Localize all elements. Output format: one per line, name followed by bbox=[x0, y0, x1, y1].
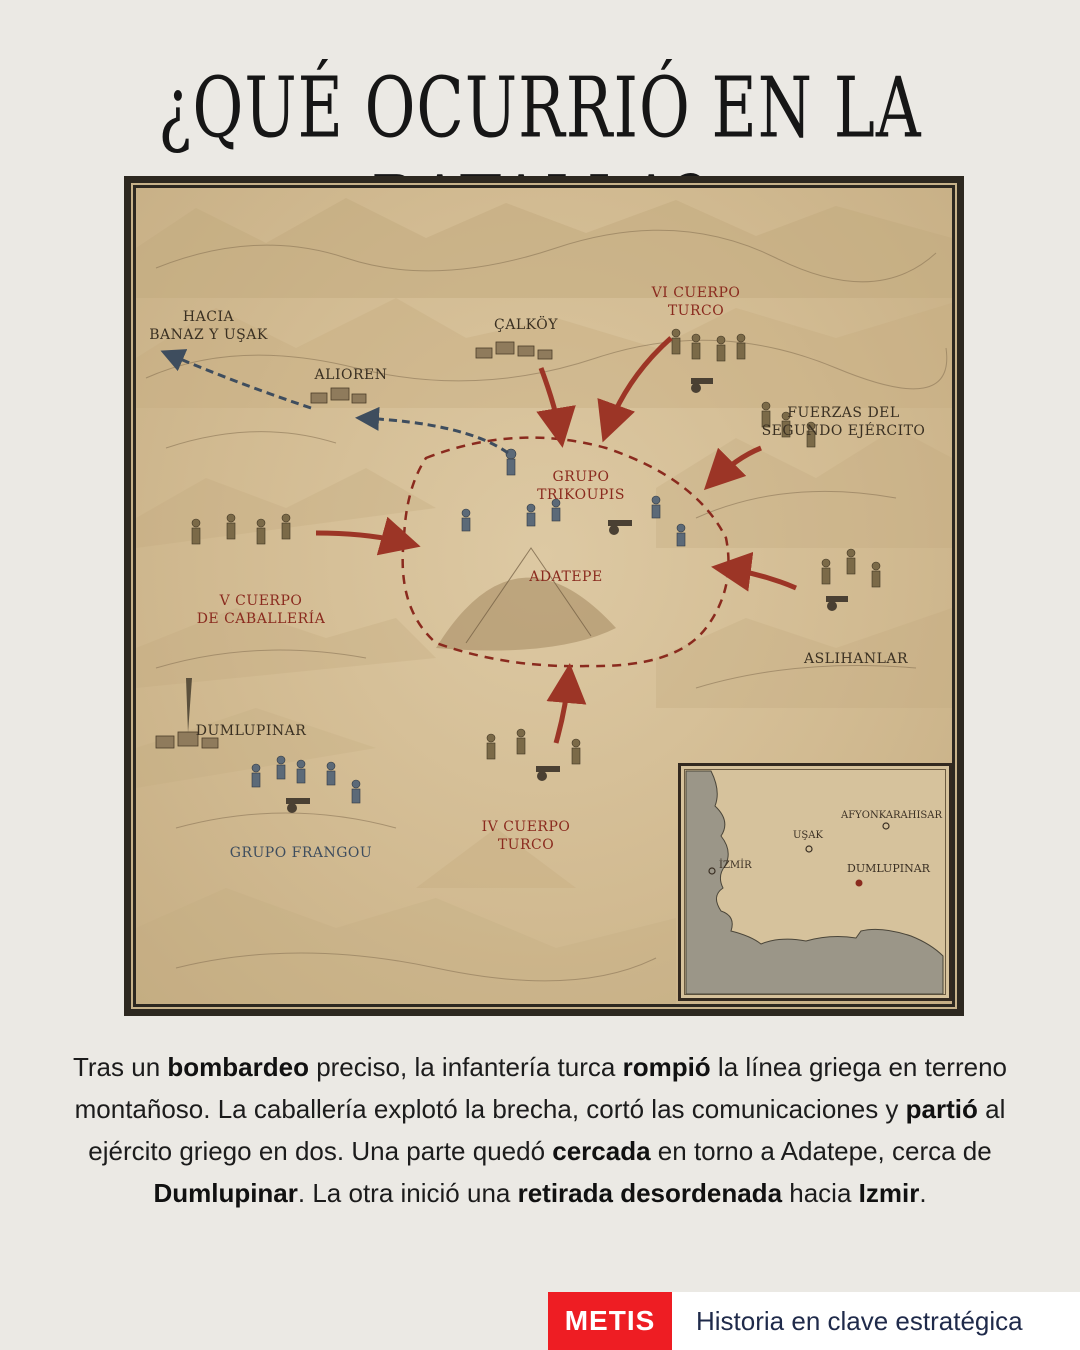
summary-paragraph bbox=[60, 1046, 1020, 1214]
inset-label-afyonkarahisar: AFYONKARAHISAR bbox=[841, 810, 943, 821]
brand-logo: METIS bbox=[548, 1292, 672, 1350]
label-vi-cuerpo-turco: VI CUERPO TURCO bbox=[651, 285, 741, 319]
text-run: . bbox=[919, 1178, 927, 1208]
inset-label-izmir: İZMİR bbox=[719, 860, 752, 871]
inset-label-usak: UŞAK bbox=[793, 830, 823, 841]
label-fuerzas-segundo-ejercito: FUERZAS DEL SEGUNDO EJÉRCITO bbox=[761, 405, 926, 439]
brand-tagline: Historia en clave estratégica bbox=[696, 1306, 1023, 1336]
locator-inset-map bbox=[678, 763, 952, 1001]
emphasis-partio: partió bbox=[905, 1094, 978, 1124]
map-illustration bbox=[136, 188, 952, 1004]
label-grupo-trikoupis: GRUPO TRIKOUPIS bbox=[537, 469, 625, 503]
emphasis-dumlupinar: Dumlupinar bbox=[153, 1178, 298, 1208]
emphasis-rompio: rompió bbox=[622, 1052, 711, 1082]
page-title: ¿QUÉ OCURRIÓ EN LA bbox=[158, 58, 922, 157]
emphasis-retirada: retirada desordenada bbox=[517, 1178, 783, 1208]
battle-map bbox=[124, 176, 964, 1016]
text-run: preciso, la infantería turca bbox=[308, 1052, 623, 1082]
emphasis-izmir: Izmir bbox=[858, 1178, 920, 1208]
label-v-cuerpo-caballeria: V CUERPO DE CABALLERÍA bbox=[196, 593, 326, 627]
text-run: hacia bbox=[782, 1178, 859, 1208]
text-run: . La otra inició una bbox=[297, 1178, 518, 1208]
inset-label-dumlupinar: DUMLUPINAR bbox=[847, 862, 930, 875]
label-aslihanlar: ASLIHANLAR bbox=[803, 651, 909, 667]
text-run: la línea griega en terreno montañoso. La caballería explotó la brecha, cortó las comunicaciones y bbox=[74, 1052, 1007, 1124]
label-dumlupinar: DUMLUPINAR bbox=[195, 723, 307, 739]
label-calkoy: ÇALKÖY bbox=[494, 317, 558, 333]
emphasis-bombardeo: bombardeo bbox=[167, 1052, 309, 1082]
text-run: Tras un bbox=[72, 1052, 168, 1082]
label-adatepe: ADATEPE bbox=[529, 569, 603, 585]
brand-footer bbox=[548, 1292, 1080, 1350]
label-hacia-banaz: HACIA BANAZ Y UŞAK bbox=[149, 309, 268, 343]
label-alioren: ALIOREN bbox=[314, 367, 388, 383]
label-grupo-frangou: GRUPO FRANGOU bbox=[229, 845, 373, 861]
inset-coastline bbox=[681, 766, 949, 998]
text-run: al ejército griego en dos. Una parte quedó bbox=[88, 1094, 1006, 1166]
emphasis-cercada: cercada bbox=[552, 1136, 651, 1166]
label-iv-cuerpo-turco: IV CUERPO TURCO bbox=[481, 819, 571, 853]
text-run: en torno a Adatepe, cerca de bbox=[650, 1136, 992, 1166]
